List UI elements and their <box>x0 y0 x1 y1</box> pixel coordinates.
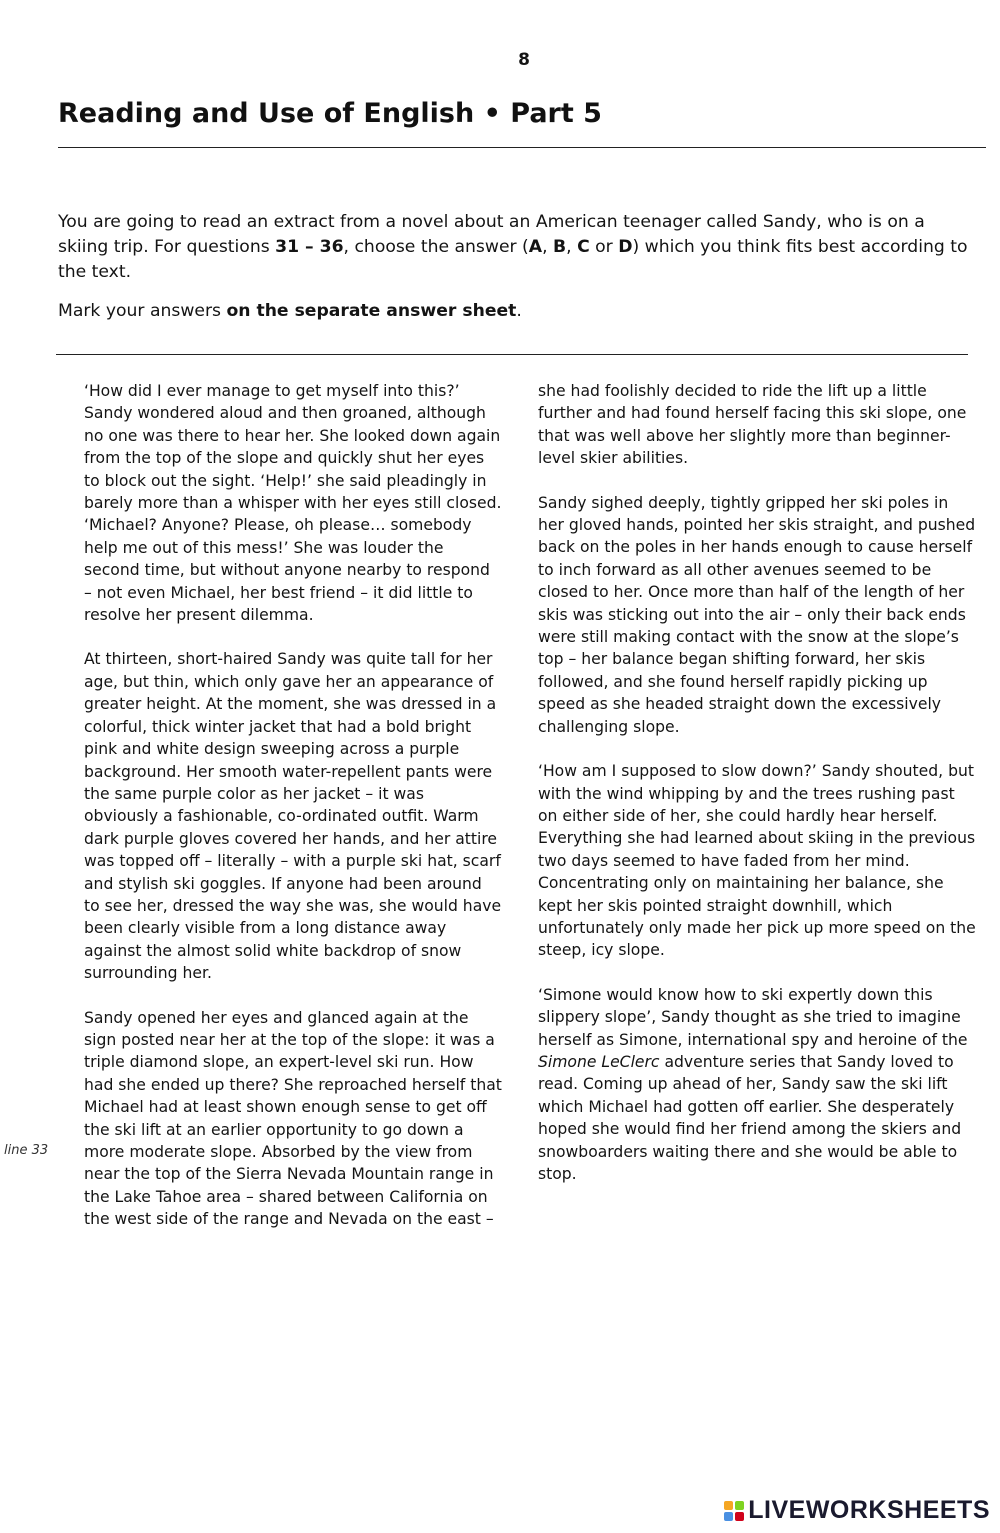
instructions-paragraph: You are going to read an extract from a novel about an American teenager called Sandy, who is on a skiing trip. For questions 31 – 36, choose the answer (A, B, C or D) which you think fits best according to the text. <box>58 212 968 282</box>
liveworksheets-logo-icon <box>724 1501 744 1521</box>
passage-column-right <box>538 380 978 1207</box>
answer-sheet-instruction: Mark your answers on the separate answer sheet. <box>58 301 522 321</box>
passage-paragraph: At thirteen, short-haired Sandy was quite tall for her age, but thin, which only gave her an appearance of greater height. At the moment, she was dressed in a colorful, thick winter jacket that had a bold bright pink and white design sweeping across a purple background. Her smooth water-repellent pants were the same purple color as her jacket – it was obviously a fashionable, co-ordinated outfit. Warm dark purple gloves covered her hands, and her attire was topped off – literally – with a purple ski hat, scarf and stylish ski goggles. If anyone had been around to see her, dressed the way she was, she would have been clearly visible from a long distance away against the almost solid white backdrop of snow surrounding her. <box>84 650 502 983</box>
passage-paragraph: Sandy sighed deeply, tightly gripped her ski poles in her gloved hands, pointed her skis straight, and pushed back on the poles in her hands enough to cause herself to inch forward as all other avenues seemed to be closed to her. Once more than half of the length of her skis was sticking out into the air – only their back ends were still making contact with the snow at the slope’s top – her balance began shifting forward, her skis followed, and she found herself rapidly picking up speed as she headed straight down the excessively challenging slope. <box>538 493 976 736</box>
option-b: B <box>553 237 567 257</box>
passage-paragraph: ‘Simone would know how to ski expertly down this slippery slope’, Sandy thought as she tried to imagine herself as Simone, international spy and heroine of the Simone LeClerc adventure series that Sandy loved to read. Coming up ahead of her, Sandy saw the ski lift which Michael had gotten off earlier. She desperately hoped she would find her friend among the skiers and snowboarders waiting there and she would be able to stop. <box>538 985 968 1183</box>
series-title: Simone LeClerc <box>538 1052 660 1071</box>
page-number: 8 <box>518 50 530 70</box>
passage-paragraph: ‘How did I ever manage to get myself into this?’ Sandy wondered aloud and then groaned, although no one was there to hear her. She looked down again from the top of the slope and quickly shut her eyes to block out the sight. ‘Help!’ she said pleadingly in barely more than a whisper with her eyes still closed. ‘Michael? Anyone? Please, oh please… somebody help me out of this mess!’ She was louder the second time, but without anyone nearby to respond – not even Michael, her best friend – it did little to resolve her present dilemma. <box>84 382 502 625</box>
passage-column-left <box>84 380 502 1253</box>
instructions-divider <box>56 354 968 355</box>
option-d: D <box>618 237 633 257</box>
title-divider <box>58 147 986 148</box>
option-a: A <box>528 237 543 257</box>
option-c: C <box>577 237 590 257</box>
passage-paragraph: she had foolishly decided to ride the lift up a little further and had found herself facing this ski slope, one that was well above her slightly more than beginner-level skier abilities. <box>538 382 967 468</box>
liveworksheets-logo <box>724 1496 990 1525</box>
line-33-marker: line 33 <box>4 1143 49 1158</box>
page-title: Reading and Use of English • Part 5 <box>58 98 602 129</box>
liveworksheets-logo-text: LIVEWORKSHEETS <box>748 1496 990 1524</box>
passage-paragraph: ‘How am I supposed to slow down?’ Sandy shouted, but with the wind whipping by and the trees rushing past on either side of her, she could hardly hear herself. Everything she had learned about skiing in the previous two days seemed to have faded from her mind. Concentrating only on maintaining her balance, she kept her skis pointed straight downhill, which unfortunately only made her pick up more speed on the steep, icy slope. <box>538 762 976 960</box>
passage-paragraph: Sandy opened her eyes and glanced again at the sign posted near her at the top of the slope: it was a triple diamond slope, an expert-level ski run. How had she ended up there? She reproached herself that Michael had at least shown enough sense to get off the ski lift at an earlier opportunity to go down a more moderate slope. Absorbed by the view from near the top of the Sierra Nevada Mountain range in the Lake Tahoe area – shared between California on the west side of the range and Nevada on the east – <box>84 1008 502 1229</box>
instructions <box>58 210 978 324</box>
question-range: 31 – 36 <box>275 237 344 257</box>
